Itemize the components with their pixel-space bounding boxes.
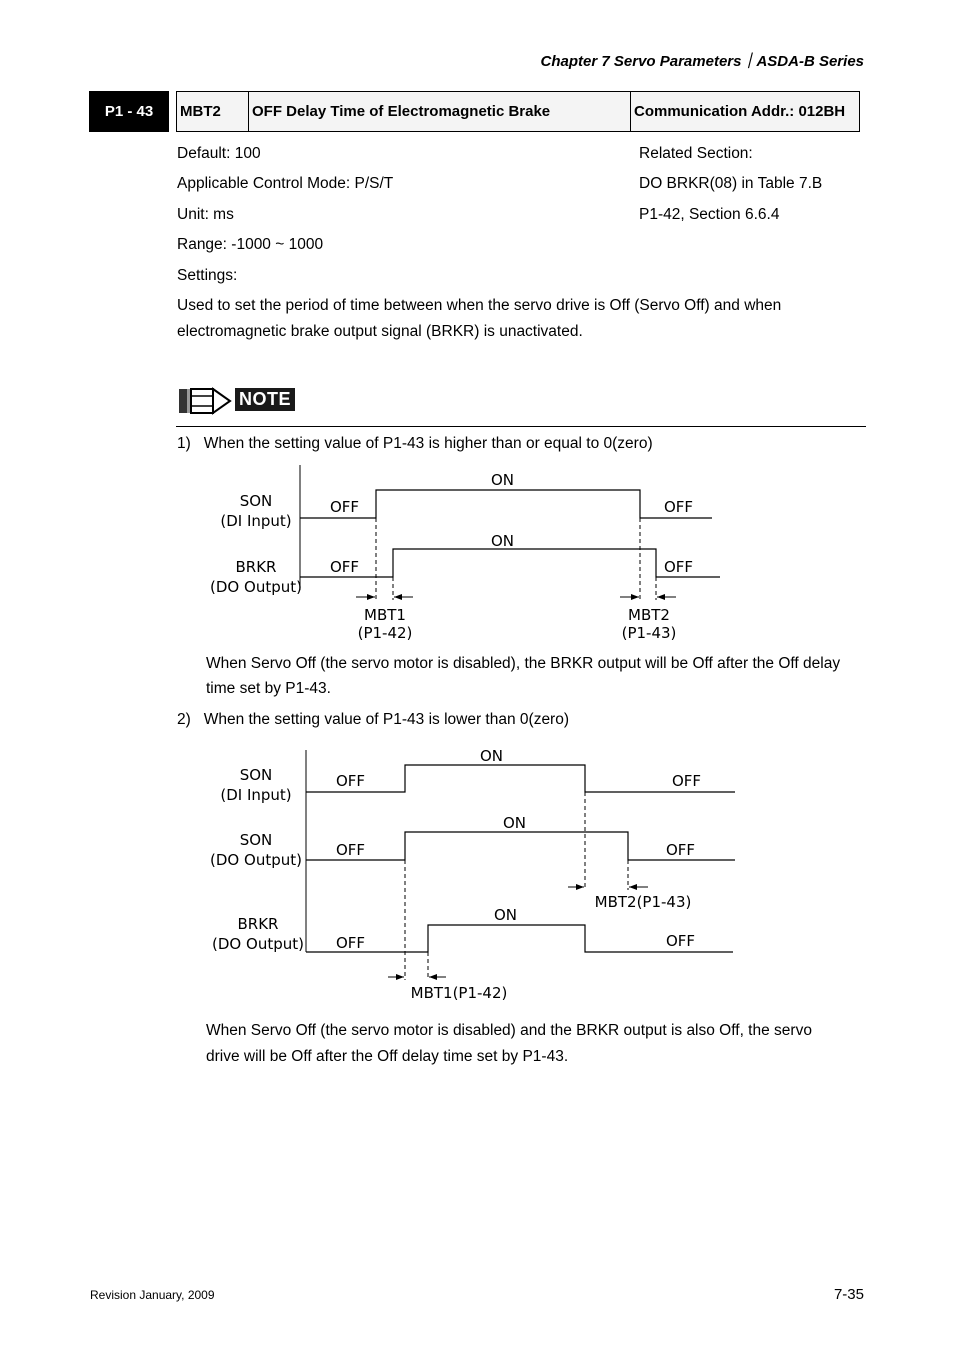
mbt1-sub-label: (P1-42) (357, 624, 413, 642)
brkr-label: BRKR (235, 558, 277, 576)
case2-desc-line2: drive will be Off after the Off delay time set by P1-43. (206, 1048, 569, 1065)
default-value: Default: 100 (177, 145, 261, 162)
son-off-right: OFF (664, 498, 694, 516)
chapter-header: Chapter 7 Servo Parameters｜ASDA-B Series (540, 53, 864, 70)
son-label: SON (239, 492, 273, 510)
son-di-on: ON (480, 747, 504, 765)
case2-desc-line1: When Servo Off (the servo motor is disabled) and the BRKR output is also Off, the servo (206, 1022, 812, 1039)
son-off-left: OFF (330, 498, 360, 516)
control-mode: Applicable Control Mode: P/S/T (177, 175, 394, 192)
son-di-waveform (306, 765, 735, 792)
brkr-label: BRKR (237, 915, 279, 933)
son-do-label: SON (239, 831, 273, 849)
unit: Unit: ms (177, 206, 234, 223)
brkr-off-right: OFF (664, 558, 694, 576)
son-di-label: SON (239, 766, 273, 784)
brkr-sub-label: (DO Output) (210, 578, 302, 596)
brkr-sub-label: (DO Output) (212, 935, 304, 953)
timing-diagram-2 (200, 740, 745, 1010)
son-do-off-right: OFF (666, 841, 696, 859)
settings-desc-line1: Used to set the period of time between when the servo drive is Off (Servo Off) and when (177, 297, 782, 314)
son-do-off-left: OFF (336, 841, 366, 859)
case1-desc-line2: time set by P1-43. (206, 680, 331, 697)
mbt2-sub-label: (P1-43) (621, 624, 677, 642)
timing-diagram-1 (200, 460, 730, 650)
param-abbr: MBT2 (177, 92, 249, 131)
son-do-on: ON (503, 814, 527, 832)
mbt2-label: MBT2 (628, 606, 670, 624)
case1-desc-line1: When Servo Off (the servo motor is disabled), the BRKR output will be Off after the Off delay (206, 655, 841, 672)
param-code: P1 - 43 (89, 91, 169, 132)
related-section-2: P1-42, Section 6.6.4 (639, 206, 780, 223)
param-comm-addr: Communication Addr.: 012BH (631, 92, 859, 131)
son-di-sub-label: (DI Input) (220, 786, 292, 804)
range: Range: -1000 ~ 1000 (177, 236, 324, 253)
son-di-off-left: OFF (336, 772, 366, 790)
settings-label: Settings: (177, 267, 238, 284)
brkr-off-right: OFF (666, 932, 696, 950)
brkr-off-left: OFF (330, 558, 360, 576)
brkr-waveform (300, 549, 720, 577)
revision-footer: Revision January, 2009 (90, 1288, 215, 1302)
son-on: ON (491, 471, 515, 489)
case2-heading: 2) When the setting value of P1-43 is lower than 0(zero) (177, 711, 570, 728)
param-name: OFF Delay Time of Electromagnetic Brake (249, 92, 631, 131)
settings-desc-line2: electromagnetic brake output signal (BRKR) is unactivated. (177, 323, 583, 340)
note-label: NOTE (235, 388, 295, 411)
brkr-on: ON (491, 532, 515, 550)
page-number: 7-35 (833, 1286, 864, 1303)
case1-heading: 1) When the setting value of P1-43 is higher than or equal to 0(zero) (177, 435, 653, 452)
related-section-label: Related Section: (639, 145, 753, 162)
mbt1-label: MBT1 (364, 606, 406, 624)
note-divider (176, 426, 866, 427)
related-section-1: DO BRKR(08) in Table 7.B (639, 175, 823, 192)
son-do-sub-label: (DO Output) (210, 851, 302, 869)
brkr-off-left: OFF (336, 934, 366, 952)
son-di-off-right: OFF (672, 772, 702, 790)
brkr-on: ON (494, 906, 518, 924)
param-table (176, 91, 860, 132)
mbt2-label: MBT2(P1-43) (594, 893, 692, 911)
son-sub-label: (DI Input) (220, 512, 292, 530)
son-waveform (300, 490, 712, 518)
mbt1-label: MBT1(P1-42) (410, 984, 508, 1002)
pencil-icon (178, 386, 236, 416)
